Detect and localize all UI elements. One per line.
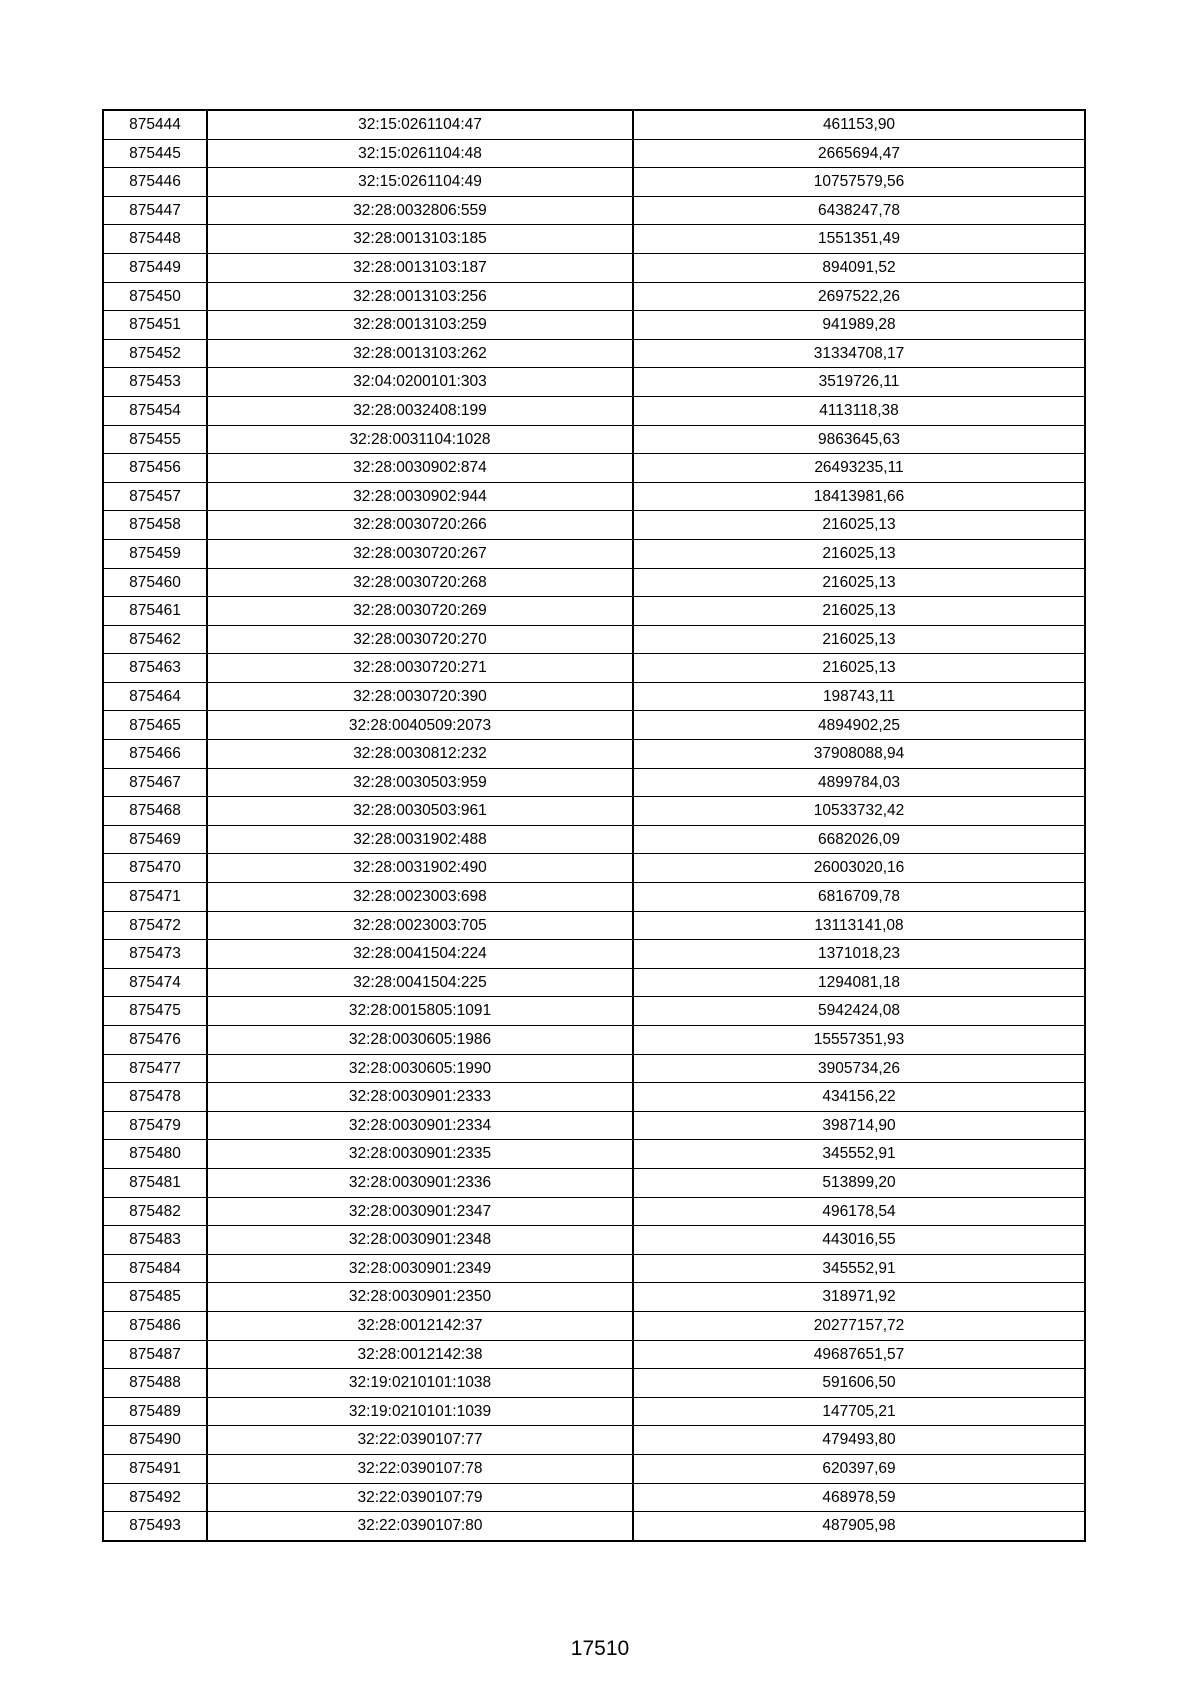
row-number-cell: 875493 <box>103 1512 207 1541</box>
page-number: 17510 <box>570 1637 630 1660</box>
row-number-cell: 875466 <box>103 740 207 769</box>
table-row <box>103 825 1085 854</box>
cadastral-value-cell: 216025,13 <box>633 568 1085 597</box>
cadastral-value-cell: 345552,91 <box>633 1254 1085 1283</box>
table-row <box>103 768 1085 797</box>
row-number-cell: 875480 <box>103 1140 207 1169</box>
row-number-cell: 875465 <box>103 711 207 740</box>
row-number-cell: 875469 <box>103 825 207 854</box>
cadastral-number-cell: 32:28:0030720:266 <box>207 511 633 540</box>
cadastral-number-cell: 32:28:0032408:199 <box>207 396 633 425</box>
table-row <box>103 1283 1085 1312</box>
table-row <box>103 1426 1085 1455</box>
table-row <box>103 1140 1085 1169</box>
cadastral-value-cell: 216025,13 <box>633 597 1085 626</box>
table-row <box>103 1369 1085 1398</box>
cadastral-value-cell: 20277157,72 <box>633 1311 1085 1340</box>
cadastral-value-cell: 10757579,56 <box>633 168 1085 197</box>
cadastral-value-cell: 941989,28 <box>633 311 1085 340</box>
cadastral-number-cell: 32:28:0030605:1986 <box>207 1026 633 1055</box>
cadastral-value-cell: 198743,11 <box>633 682 1085 711</box>
cadastral-value-cell: 1551351,49 <box>633 225 1085 254</box>
cadastral-value-cell: 513899,20 <box>633 1168 1085 1197</box>
table-row <box>103 1454 1085 1483</box>
cadastral-number-cell: 32:28:0040509:2073 <box>207 711 633 740</box>
cadastral-number-cell: 32:15:0261104:48 <box>207 139 633 168</box>
table-row <box>103 1512 1085 1541</box>
row-number-cell: 875491 <box>103 1454 207 1483</box>
cadastral-number-cell: 32:28:0030901:2348 <box>207 1226 633 1255</box>
cadastral-value-cell: 216025,13 <box>633 625 1085 654</box>
row-number-cell: 875455 <box>103 425 207 454</box>
table-row <box>103 1026 1085 1055</box>
cadastral-number-cell: 32:28:0030503:959 <box>207 768 633 797</box>
cadastral-value-cell: 620397,69 <box>633 1454 1085 1483</box>
row-number-cell: 875483 <box>103 1226 207 1255</box>
cadastral-value-cell: 4894902,25 <box>633 711 1085 740</box>
cadastral-value-cell: 5942424,08 <box>633 997 1085 1026</box>
cadastral-number-cell: 32:28:0031902:488 <box>207 825 633 854</box>
row-number-cell: 875461 <box>103 597 207 626</box>
cadastral-value-cell: 4113118,38 <box>633 396 1085 425</box>
row-number-cell: 875490 <box>103 1426 207 1455</box>
row-number-cell: 875453 <box>103 368 207 397</box>
table-row <box>103 396 1085 425</box>
cadastral-number-cell: 32:28:0030902:874 <box>207 454 633 483</box>
table-row <box>103 1254 1085 1283</box>
cadastral-number-cell: 32:28:0031902:490 <box>207 854 633 883</box>
table-row <box>103 253 1085 282</box>
row-number-cell: 875485 <box>103 1283 207 1312</box>
table-row <box>103 1340 1085 1369</box>
cadastral-number-cell: 32:28:0030720:267 <box>207 539 633 568</box>
row-number-cell: 875470 <box>103 854 207 883</box>
cadastral-value-cell: 434156,22 <box>633 1083 1085 1112</box>
cadastral-number-cell: 32:28:0030720:270 <box>207 625 633 654</box>
table-row <box>103 1168 1085 1197</box>
table-row <box>103 454 1085 483</box>
cadastral-number-cell: 32:28:0032806:559 <box>207 196 633 225</box>
cadastral-value-cell: 18413981,66 <box>633 482 1085 511</box>
cadastral-number-cell: 32:15:0261104:49 <box>207 168 633 197</box>
table-row <box>103 1054 1085 1083</box>
cadastral-value-cell: 318971,92 <box>633 1283 1085 1312</box>
table-row <box>103 339 1085 368</box>
cadastral-number-cell: 32:28:0015805:1091 <box>207 997 633 1026</box>
cadastral-number-cell: 32:15:0261104:47 <box>207 110 633 139</box>
table-body <box>103 110 1085 1541</box>
cadastral-number-cell: 32:28:0023003:698 <box>207 883 633 912</box>
cadastral-value-cell: 2697522,26 <box>633 282 1085 311</box>
cadastral-number-cell: 32:28:0031104:1028 <box>207 425 633 454</box>
cadastral-value-cell: 1371018,23 <box>633 940 1085 969</box>
table-row <box>103 482 1085 511</box>
cadastral-value-cell: 3519726,11 <box>633 368 1085 397</box>
cadastral-value-cell: 398714,90 <box>633 1111 1085 1140</box>
row-number-cell: 875488 <box>103 1369 207 1398</box>
cadastral-number-cell: 32:28:0030901:2350 <box>207 1283 633 1312</box>
table-row <box>103 1483 1085 1512</box>
cadastral-value-cell: 26493235,11 <box>633 454 1085 483</box>
cadastral-number-cell: 32:19:0210101:1038 <box>207 1369 633 1398</box>
row-number-cell: 875472 <box>103 911 207 940</box>
row-number-cell: 875479 <box>103 1111 207 1140</box>
cadastral-number-cell: 32:28:0013103:187 <box>207 253 633 282</box>
row-number-cell: 875471 <box>103 883 207 912</box>
cadastral-number-cell: 32:28:0030901:2335 <box>207 1140 633 1169</box>
table-row <box>103 196 1085 225</box>
row-number-cell: 875478 <box>103 1083 207 1112</box>
cadastral-number-cell: 32:22:0390107:77 <box>207 1426 633 1455</box>
row-number-cell: 875464 <box>103 682 207 711</box>
cadastral-value-cell: 443016,55 <box>633 1226 1085 1255</box>
cadastral-number-cell: 32:28:0041504:224 <box>207 940 633 969</box>
row-number-cell: 875487 <box>103 1340 207 1369</box>
cadastral-value-cell: 496178,54 <box>633 1197 1085 1226</box>
cadastral-number-cell: 32:28:0030901:2349 <box>207 1254 633 1283</box>
cadastral-number-cell: 32:28:0030720:390 <box>207 682 633 711</box>
cadastral-number-cell: 32:28:0012142:37 <box>207 1311 633 1340</box>
table-row <box>103 539 1085 568</box>
table-row <box>103 597 1085 626</box>
cadastral-number-cell: 32:28:0030812:232 <box>207 740 633 769</box>
cadastral-number-cell: 32:22:0390107:79 <box>207 1483 633 1512</box>
cadastral-value-cell: 216025,13 <box>633 539 1085 568</box>
row-number-cell: 875486 <box>103 1311 207 1340</box>
cadastral-value-table <box>102 109 1086 1542</box>
cadastral-number-cell: 32:04:0200101:303 <box>207 368 633 397</box>
row-number-cell: 875459 <box>103 539 207 568</box>
table-row <box>103 682 1085 711</box>
cadastral-value-cell: 345552,91 <box>633 1140 1085 1169</box>
row-number-cell: 875448 <box>103 225 207 254</box>
cadastral-value-cell: 468978,59 <box>633 1483 1085 1512</box>
cadastral-value-cell: 147705,21 <box>633 1397 1085 1426</box>
cadastral-number-cell: 32:28:0013103:256 <box>207 282 633 311</box>
cadastral-value-cell: 6438247,78 <box>633 196 1085 225</box>
table-row <box>103 940 1085 969</box>
row-number-cell: 875457 <box>103 482 207 511</box>
row-number-cell: 875447 <box>103 196 207 225</box>
table-row <box>103 1397 1085 1426</box>
table-row <box>103 1111 1085 1140</box>
table-row <box>103 997 1085 1026</box>
table-row <box>103 282 1085 311</box>
row-number-cell: 875454 <box>103 396 207 425</box>
table-row <box>103 568 1085 597</box>
cadastral-value-cell: 15557351,93 <box>633 1026 1085 1055</box>
row-number-cell: 875456 <box>103 454 207 483</box>
table-row <box>103 1226 1085 1255</box>
row-number-cell: 875462 <box>103 625 207 654</box>
cadastral-number-cell: 32:28:0030901:2334 <box>207 1111 633 1140</box>
table-row <box>103 110 1085 139</box>
table-row <box>103 225 1085 254</box>
table-row <box>103 625 1085 654</box>
row-number-cell: 875482 <box>103 1197 207 1226</box>
table-row <box>103 425 1085 454</box>
cadastral-value-cell: 6816709,78 <box>633 883 1085 912</box>
cadastral-value-cell: 894091,52 <box>633 253 1085 282</box>
table-row <box>103 854 1085 883</box>
cadastral-number-cell: 32:28:0013103:185 <box>207 225 633 254</box>
table-row <box>103 311 1085 340</box>
row-number-cell: 875492 <box>103 1483 207 1512</box>
table-row <box>103 368 1085 397</box>
cadastral-number-cell: 32:28:0030605:1990 <box>207 1054 633 1083</box>
table-row <box>103 168 1085 197</box>
cadastral-value-cell: 216025,13 <box>633 511 1085 540</box>
table-row <box>103 968 1085 997</box>
table-row <box>103 797 1085 826</box>
cadastral-number-cell: 32:22:0390107:80 <box>207 1512 633 1541</box>
row-number-cell: 875489 <box>103 1397 207 1426</box>
table-row <box>103 139 1085 168</box>
row-number-cell: 875460 <box>103 568 207 597</box>
row-number-cell: 875474 <box>103 968 207 997</box>
cadastral-value-cell: 9863645,63 <box>633 425 1085 454</box>
cadastral-value-cell: 4899784,03 <box>633 768 1085 797</box>
table-row <box>103 711 1085 740</box>
row-number-cell: 875476 <box>103 1026 207 1055</box>
table-row <box>103 911 1085 940</box>
row-number-cell: 875463 <box>103 654 207 683</box>
cadastral-number-cell: 32:28:0013103:262 <box>207 339 633 368</box>
row-number-cell: 875477 <box>103 1054 207 1083</box>
cadastral-number-cell: 32:28:0012142:38 <box>207 1340 633 1369</box>
row-number-cell: 875481 <box>103 1168 207 1197</box>
cadastral-value-cell: 591606,50 <box>633 1369 1085 1398</box>
cadastral-number-cell: 32:28:0030720:269 <box>207 597 633 626</box>
cadastral-number-cell: 32:28:0030901:2333 <box>207 1083 633 1112</box>
table-row <box>103 1311 1085 1340</box>
cadastral-value-cell: 49687651,57 <box>633 1340 1085 1369</box>
table-row <box>103 1197 1085 1226</box>
cadastral-number-cell: 32:28:0041504:225 <box>207 968 633 997</box>
row-number-cell: 875452 <box>103 339 207 368</box>
table-row <box>103 1083 1085 1112</box>
row-number-cell: 875475 <box>103 997 207 1026</box>
cadastral-number-cell: 32:28:0030720:268 <box>207 568 633 597</box>
row-number-cell: 875445 <box>103 139 207 168</box>
cadastral-number-cell: 32:28:0013103:259 <box>207 311 633 340</box>
row-number-cell: 875484 <box>103 1254 207 1283</box>
cadastral-number-cell: 32:28:0030901:2336 <box>207 1168 633 1197</box>
cadastral-value-cell: 487905,98 <box>633 1512 1085 1541</box>
cadastral-value-cell: 2665694,47 <box>633 139 1085 168</box>
cadastral-number-cell: 32:22:0390107:78 <box>207 1454 633 1483</box>
cadastral-value-cell: 461153,90 <box>633 110 1085 139</box>
cadastral-value-cell: 37908088,94 <box>633 740 1085 769</box>
cadastral-number-cell: 32:28:0023003:705 <box>207 911 633 940</box>
cadastral-number-cell: 32:28:0030503:961 <box>207 797 633 826</box>
cadastral-value-cell: 216025,13 <box>633 654 1085 683</box>
cadastral-value-cell: 1294081,18 <box>633 968 1085 997</box>
cadastral-value-cell: 26003020,16 <box>633 854 1085 883</box>
cadastral-value-cell: 13113141,08 <box>633 911 1085 940</box>
cadastral-value-cell: 31334708,17 <box>633 339 1085 368</box>
row-number-cell: 875444 <box>103 110 207 139</box>
cadastral-value-cell: 6682026,09 <box>633 825 1085 854</box>
cadastral-value-cell: 10533732,42 <box>633 797 1085 826</box>
cadastral-number-cell: 32:28:0030901:2347 <box>207 1197 633 1226</box>
cadastral-number-cell: 32:28:0030902:944 <box>207 482 633 511</box>
table-row <box>103 654 1085 683</box>
row-number-cell: 875450 <box>103 282 207 311</box>
table-row <box>103 511 1085 540</box>
row-number-cell: 875467 <box>103 768 207 797</box>
row-number-cell: 875451 <box>103 311 207 340</box>
table-row <box>103 740 1085 769</box>
row-number-cell: 875473 <box>103 940 207 969</box>
row-number-cell: 875446 <box>103 168 207 197</box>
row-number-cell: 875468 <box>103 797 207 826</box>
cadastral-number-cell: 32:28:0030720:271 <box>207 654 633 683</box>
row-number-cell: 875449 <box>103 253 207 282</box>
table-row <box>103 883 1085 912</box>
cadastral-number-cell: 32:19:0210101:1039 <box>207 1397 633 1426</box>
row-number-cell: 875458 <box>103 511 207 540</box>
cadastral-value-cell: 3905734,26 <box>633 1054 1085 1083</box>
cadastral-value-cell: 479493,80 <box>633 1426 1085 1455</box>
